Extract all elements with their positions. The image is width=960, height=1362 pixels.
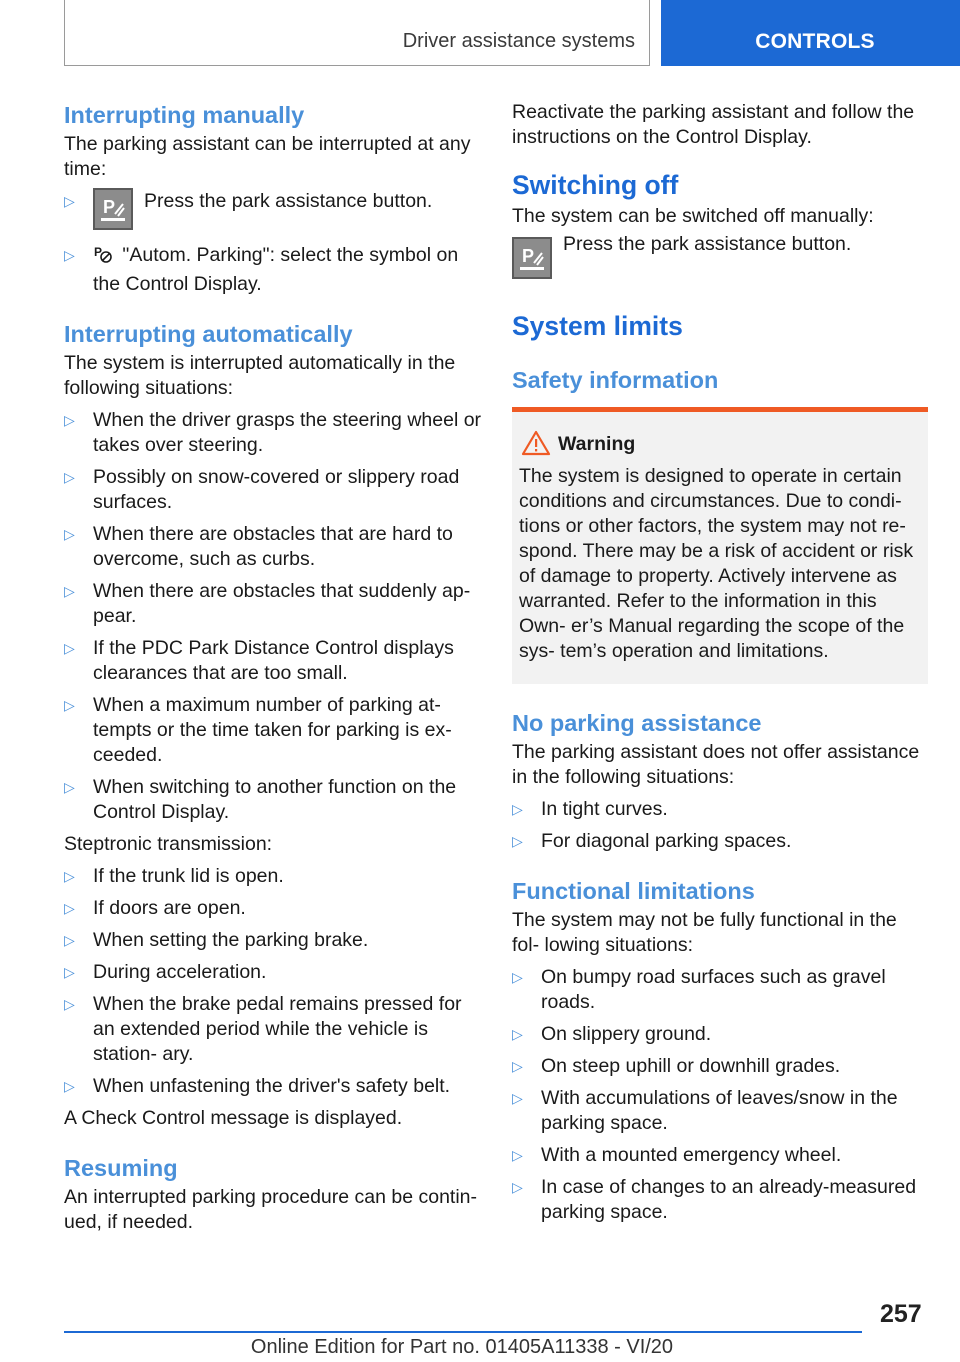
list-item: ▷ P Press the park assistance button.: [64, 189, 482, 233]
bullet-triangle-icon: ▷: [64, 697, 75, 713]
heading-interrupting-automatically: Interrupting automatically: [64, 321, 353, 347]
heading-switching-off: Switching off: [512, 170, 679, 200]
list-item: ▷ On steep uphill or downhill grades.: [512, 1055, 841, 1077]
heading-functional-limitations: Functional limitations: [512, 878, 755, 904]
list-item: ▷ If doors are open.: [64, 897, 246, 919]
check-control-text: A Check Control message is displayed.: [64, 1107, 403, 1129]
heading-interrupting-manually: Interrupting manually: [64, 102, 305, 128]
list-item: ▷ If the trunk lid is open.: [64, 865, 284, 887]
svg-text:P: P: [522, 246, 535, 266]
bullet-triangle-icon: ▷: [512, 1090, 523, 1106]
park-assist-button-icon: [93, 188, 133, 230]
bullet-triangle-icon: ▷: [512, 833, 523, 849]
bullet-triangle-icon: ▷: [64, 964, 75, 980]
edition-text: Online Edition for Part no. 01405A11338 - VI/20: [250, 1336, 674, 1358]
svg-text:P: P: [103, 197, 116, 217]
list-item: ▷ When a maximum number of parking at‐ tempts or the time taken for parking is ex‐ ceeded.: [64, 694, 452, 766]
heading-no-parking-assistance: No parking assistance: [512, 710, 762, 736]
list-item: ▷ When the brake pedal remains pressed for an extended period while the vehicle is station‐ ary.: [64, 993, 462, 1065]
intro-interrupting-manually: The parking assistant can be interrupted at any time:: [64, 133, 471, 180]
page-number: 257: [880, 1300, 922, 1328]
park-assist-button-icon: [512, 237, 552, 279]
list-item: ▷ When the driver grasps the steering wheel or takes over steering.: [64, 409, 482, 456]
bullet-triangle-icon: ▷: [512, 1147, 523, 1163]
list-item: ▷ In case of changes to an already-measured parking space.: [512, 1176, 917, 1223]
list-item: ▷ When switching to another function on the Control Display.: [64, 776, 457, 823]
list-item: ▷ When setting the parking brake.: [64, 929, 369, 951]
list-item: ▷ On slippery ground.: [512, 1023, 712, 1045]
bullet-triangle-icon: ▷: [64, 1078, 75, 1094]
bullet-triangle-icon: ▷: [64, 247, 75, 263]
intro-interrupting-automatically: The system is interrupted automatically in the following situations:: [64, 352, 456, 399]
list-item: ▷ During acceleration.: [64, 961, 267, 983]
list-item: ▷ When there are obstacles that are hard to overcome, such as curbs.: [64, 523, 453, 570]
warning-box: [512, 407, 928, 684]
bullet-triangle-icon: ▷: [64, 779, 75, 795]
bullet-triangle-icon: ▷: [64, 868, 75, 884]
list-item: ▷ On bumpy road surfaces such as gravel roads.: [512, 966, 886, 1013]
functional-intro: The system may not be fully functional in the fol‐ lowing situations:: [512, 909, 897, 956]
list-item: ▷ With accumulations of leaves/snow in the parking space.: [512, 1087, 898, 1134]
bullet-triangle-icon: ▷: [64, 469, 75, 485]
reactivate-text: Reactivate the parking assistant and follow the instructions on the Control Display.: [512, 101, 915, 148]
bullet-triangle-icon: ▷: [512, 1058, 523, 1074]
switching-off-intro: The system can be switched off manually:: [512, 205, 874, 227]
switch-off-button-text: Press the park assistance button.: [563, 233, 852, 255]
no-parking-list: [512, 797, 928, 854]
heading-resuming: Resuming: [64, 1155, 178, 1181]
chapter-tab-label: CONTROLS: [755, 30, 875, 53]
auto-interrupt-list: [64, 408, 482, 825]
list-item: ▷ When there are obstacles that suddenly ap‐ pear.: [64, 580, 471, 627]
functional-list: [512, 965, 928, 1225]
switch-off-row: [512, 233, 928, 285]
list-item: ▷ In tight curves.: [512, 798, 668, 820]
bullet-triangle-icon: ▷: [512, 1026, 523, 1042]
bullet-triangle-icon: ▷: [64, 526, 75, 542]
list-item: ▷ P "Autom. Parking": select the symbol on the Control Display.: [64, 244, 459, 295]
list-item: ▷ With a mounted emergency wheel.: [512, 1144, 842, 1166]
list-item: ▷ When unfastening the driver's safety belt.: [64, 1075, 451, 1097]
bullet-triangle-icon: ▷: [64, 583, 75, 599]
bullet-triangle-icon: ▷: [512, 801, 523, 817]
steptronic-list: [64, 864, 482, 1099]
svg-text:P: P: [94, 245, 103, 259]
bullet-triangle-icon: ▷: [512, 969, 523, 985]
list-item: ▷ If the PDC Park Distance Control displays clearances that are too small.: [64, 637, 454, 684]
list-item: ▷ For diagonal parking spaces.: [512, 830, 792, 852]
bullet-triangle-icon: ▷: [64, 640, 75, 656]
bullet-triangle-icon: ▷: [64, 996, 75, 1012]
warning-title: Warning: [558, 433, 636, 455]
bullet-triangle-icon: ▷: [64, 932, 75, 948]
section-title: Driver assistance systems: [402, 30, 635, 52]
warning-triangle-icon: [521, 430, 551, 456]
autom-parking-symbol-icon: [93, 243, 117, 272]
right-column: [512, 100, 928, 1225]
bullet-triangle-icon: ▷: [64, 900, 75, 916]
bullet-triangle-icon: ▷: [512, 1179, 523, 1195]
bullet-triangle-icon: ▷: [64, 193, 75, 209]
list-item: ▷ Possibly on snow-covered or slippery road surfaces.: [64, 466, 460, 513]
heading-system-limits: System limits: [512, 311, 683, 341]
resuming-text: An interrupted parking procedure can be contin‐ ued, if needed.: [64, 1186, 478, 1233]
header-section-box: [64, 0, 650, 66]
chapter-tab[interactable]: [661, 0, 960, 66]
warning-header: [519, 432, 920, 462]
manual-interrupt-list: [64, 189, 482, 297]
left-column: [64, 100, 482, 1235]
steptronic-label: Steptronic transmission:: [64, 833, 273, 855]
no-parking-intro: The parking assistant does not offer assistance in the following situations:: [512, 741, 920, 788]
heading-safety-information: Safety information: [512, 367, 719, 393]
footer-divider: [64, 1331, 862, 1333]
warning-text: The system is designed to operate in certain conditions and circumstances. Due to condi‐ tions or other factors, the system may not re‐ spond. There may be a risk of accident or risk of damage to property. Actively intervene as warranted. Refer to the information in this Own‐ er’s Manual regarding the scope of the sys‐ tem’s operation and limitations.: [519, 465, 914, 662]
bullet-triangle-icon: ▷: [64, 412, 75, 428]
